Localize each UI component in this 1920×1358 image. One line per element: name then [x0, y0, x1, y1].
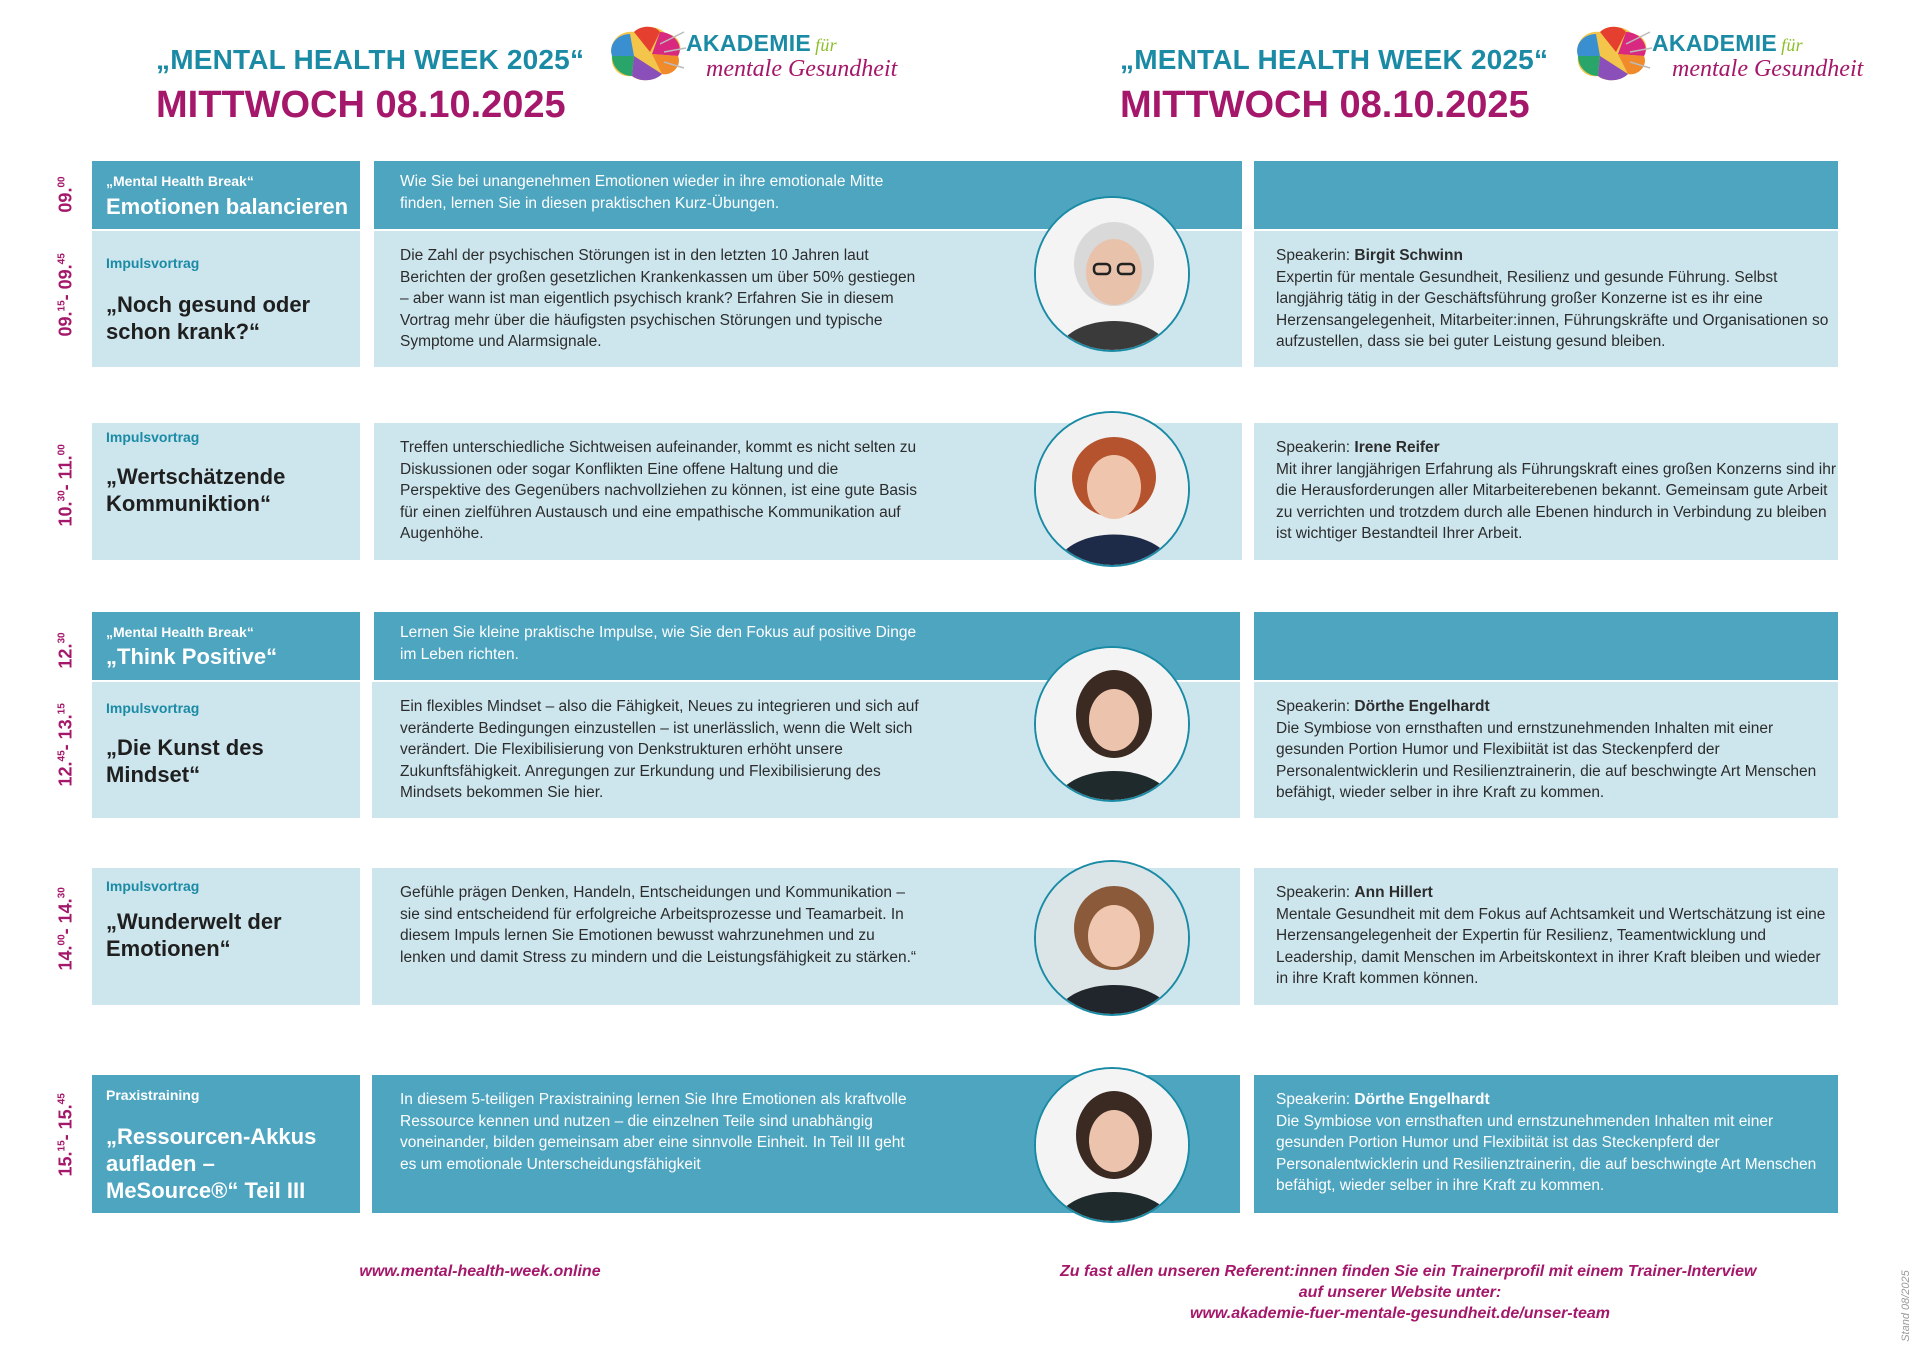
session-title: „Ressourcen-Akkus aufladen – MeSource®“ Teil III: [106, 1124, 317, 1203]
session-description: Treffen unterschiedliche Sichtweisen aufeinander, kommt es nicht selten zu Diskussionen oder sogar Konflikten Eine offene Haltung und die Perspektive des Gegenübers nachvollziehen zu können, ist eine gute Basis für einen zielführen Austausch und eine empathische Kommunikation auf Augenhöhe.: [400, 439, 917, 542]
brain-logo-icon: [1570, 22, 1652, 84]
logo-akademie-text: AKADEMIE für: [1652, 30, 1803, 56]
session-type: „Mental Health Break“: [106, 173, 254, 189]
speaker-name: Dörthe Engelhardt: [1354, 1091, 1490, 1108]
session-description: Lernen Sie kleine praktische Impulse, wie Sie den Fokus auf positive Dinge im Leben richten.: [400, 624, 917, 663]
person-portrait-icon: [1036, 198, 1190, 352]
session-type: Impulsvortrag: [106, 429, 200, 445]
event-date-right: MITTWOCH 08.10.2025: [1120, 84, 1530, 126]
logo-akademie-text: AKADEMIE für: [686, 30, 837, 56]
session-title: Emotionen balancieren: [106, 194, 349, 219]
speaker-name: Birgit Schwinn: [1354, 247, 1463, 264]
brain-logo-icon: [604, 22, 686, 84]
speaker-info: Speakerin: Dörthe Engelhardt Die Symbiose von ernsthaften und ernstzunehmenden Inhalten mit einer gesunden Portion Humor und Flexibiität ist das Steckenpferd der Personalentwicklerin und Resilienztrainerin, die auf beschwingte Art Menschen befähigt, wieder selber in ihre Kraft zu kommen.: [1276, 1091, 1817, 1194]
event-title-left: „MENTAL HEALTH WEEK 2025“: [156, 44, 585, 75]
trainer-profile-note: Zu fast allen unseren Referent:innen finden Sie ein Trainerprofil mit einem Trainer-Interview auf unserer Website unter: www.akademie-fuer-mentale-gesundheit.de/unser-team: [1060, 1263, 1757, 1322]
session-title: „Wertschätzende Kommuniktion“: [106, 464, 286, 516]
speaker-photo: [1034, 646, 1190, 802]
speaker-photo: [1034, 860, 1190, 1016]
person-portrait-icon: [1036, 648, 1190, 802]
speaker-name: Dörthe Engelhardt: [1354, 698, 1490, 715]
session-time: 12.45- 13.15: [55, 703, 76, 787]
speaker-cell-empty: [1254, 161, 1838, 229]
session-time: 15.15- 15.45: [55, 1093, 76, 1177]
session-title-cell: [92, 1075, 360, 1213]
session-type: Impulsvortrag: [106, 700, 200, 716]
session-time: 09.00: [55, 176, 76, 213]
session-title: „Wunderwelt der Emotionen“: [106, 909, 282, 961]
session-type: Praxistraining: [106, 1087, 200, 1103]
speaker-cell: [1254, 1075, 1838, 1213]
speaker-info: Speakerin: Ann Hillert Mentale Gesundheit mit dem Fokus auf Achtsamkeit und Wertschätzung ist eine Herzensangelegenheit der Expertin für Resilienz, Teamentwicklung und Leadership, damit Menschen im Arbeitskontext in ihrer Kraft bleiben und wieder in ihre Kraft kommen können.: [1276, 884, 1826, 987]
person-portrait-icon: [1036, 862, 1190, 1016]
session-type: „Mental Health Break“: [106, 624, 254, 640]
session-time: 12.30: [55, 632, 76, 669]
session-description: Gefühle prägen Denken, Handeln, Entscheidungen und Kommunikation – sie sind entscheidend für erfolgreiche Arbeitsprozesse und Teamarbeit. In diesem Impuls lernen Sie Emotionen bewusst wahrzunehmen und zu lenken und damit Stress zu mindern und die Leistungsfähigkeit zu stärken.“: [400, 884, 917, 966]
person-portrait-icon: [1036, 1069, 1190, 1223]
event-date-left: MITTWOCH 08.10.2025: [156, 84, 566, 126]
stand-date: Stand 08/2025: [1899, 1270, 1912, 1342]
session-title: „Die Kunst des Mindset“: [106, 735, 264, 787]
speaker-bio: Mit ihrer langjährigen Erfahrung als Führungskraft eines großen Konzerns sind ihr die Herausforderungen aller Mitarbeiterebenen bekannt. Gemeinsam gute Arbeit zu verrichten und trotzdem durch alle Ebenen hindurch in Verbindung zu bleiben ist wichtiger Bestandteil Ihrer Arbeit.: [1276, 460, 1837, 542]
session-title-cell: [92, 161, 360, 229]
session-description: Ein flexibles Mindset – also die Fähigkeit, Neues zu integrieren und sich auf veränderte Bedingungen einzustellen – ist unerlässlich, wenn die Welt sich verändert. Die Flexibilisierung von Denkstrukturen erhöht unsere Zukunftsfähigkeit. Anregungen zur Erkundung und Flexibilisierung des Mindsets bekommen Sie hier.: [400, 698, 919, 801]
speaker-photo: [1034, 196, 1190, 352]
session-title-cell: [92, 682, 360, 818]
session-time: 10.30- 11.00: [55, 444, 76, 527]
speaker-bio: Mentale Gesundheit mit dem Fokus auf Achtsamkeit und Wertschätzung ist eine Herzensangelegenheit der Expertin für Resilienz, Teamentwicklung und Leadership, damit Menschen im Arbeitskontext in ihrer Kraft bleiben und wieder in ihre Kraft kommen können.: [1276, 905, 1826, 987]
speaker-bio: Die Symbiose von ernsthaften und ernstzunehmenden Inhalten mit einer gesunden Portion Humor und Flexibiität ist das Steckenpferd der Personalentwicklerin und Resilienztrainerin, die auf beschwingte Art Menschen befähigt, wieder selber in ihre Kraft zu kommen.: [1276, 719, 1817, 801]
session-description: Wie Sie bei unangenehmen Emotionen wieder in ihre emotionale Mitte finden, lernen Sie in diesen praktischen Kurz-Übungen.: [400, 173, 884, 212]
session-title-cell: [92, 231, 360, 367]
session-title-cell: [92, 868, 360, 1005]
session-title-cell: [92, 423, 360, 560]
website-link[interactable]: www.mental-health-week.online: [359, 1263, 601, 1280]
akademie-logo-right: [1570, 18, 1864, 88]
speaker-bio: Expertin für mentale Gesundheit, Resilienz und gesunde Führung. Selbst langjährig tätig in der Geschäftsführung großer Konzerne ist es ihr eine Herzensangelegenheit, Mitarbeiter:innen, Führungskräfte und Organisationen so aufzustellen, dass sie bei guter Leistung gesund bleiben.: [1276, 268, 1829, 350]
session-title: „Noch gesund oder schon krank?“: [106, 292, 311, 344]
session-time: 14.00- 14.30: [55, 887, 76, 971]
logo-mentale-text: mentale Gesundheit: [706, 56, 898, 82]
speaker-cell: [1254, 231, 1838, 367]
event-title-right: „MENTAL HEALTH WEEK 2025“: [1120, 44, 1549, 75]
session-title: „Think Positive“: [106, 644, 278, 669]
session-type: Impulsvortrag: [106, 255, 200, 271]
session-title-cell: [92, 612, 360, 680]
speaker-cell: [1254, 423, 1838, 560]
speaker-info: Speakerin: Dörthe Engelhardt Die Symbiose von ernsthaften und ernstzunehmenden Inhalten mit einer gesunden Portion Humor und Flexibiität ist das Steckenpferd der Personalentwicklerin und Resilienztrainerin, die auf beschwingte Art Menschen befähigt, wieder selber in ihre Kraft zu kommen.: [1276, 698, 1817, 801]
session-description: Die Zahl der psychischen Störungen ist in den letzten 10 Jahren laut Berichten der großen gesetzlichen Krankenkassen um über 50% gestiegen – aber wann ist man eigentlich psychisch krank? Erfahren Sie in diesem Vortrag mehr über die häufigsten psychischen Störungen und typische Symptome und Alarmsignale.: [400, 247, 916, 350]
speaker-info: Speakerin: Irene Reifer Mit ihrer langjährigen Erfahrung als Führungskraft eines großen Konzerns sind ihr die Herausforderungen aller Mitarbeiterebenen bekannt. Gemeinsam gute Arbeit zu verrichten und trotzdem durch alle Ebenen hindurch in Verbindung zu bleiben ist wichtiger Bestandteil Ihrer Arbeit.: [1276, 439, 1837, 542]
speaker-photo: [1034, 411, 1190, 567]
person-portrait-icon: [1036, 413, 1190, 567]
logo-mentale-text: mentale Gesundheit: [1672, 56, 1864, 82]
speaker-name: Irene Reifer: [1354, 439, 1440, 456]
session-time: 09.15- 09.45: [55, 253, 76, 337]
speaker-cell-empty: [1254, 612, 1838, 680]
speaker-bio: Die Symbiose von ernsthaften und ernstzunehmenden Inhalten mit einer gesunden Portion Humor und Flexibiität ist das Steckenpferd der Personalentwicklerin und Resilienztrainerin, die auf beschwingte Art Menschen befähigt, wieder selber in ihre Kraft zu kommen.: [1276, 1112, 1817, 1194]
session-type: Impulsvortrag: [106, 878, 200, 894]
speaker-cell: [1254, 682, 1838, 818]
session-description: In diesem 5-teiligen Praxistraining lernen Sie Ihre Emotionen als kraftvolle Ressource kennen und nutzen – die einzelnen Teile sind unabhängig voneinander, bilden gemeinsam aber eine sinnvolle Einheit. In Teil III geht es um emotionale Unterscheidungsfähigkeit: [400, 1091, 907, 1173]
speaker-info: Speakerin: Birgit Schwinn Expertin für mentale Gesundheit, Resilienz und gesunde Führung. Selbst langjährig tätig in der Geschäftsführung großer Konzerne ist es ihr eine Herzensangelegenheit, Mitarbeiter:innen, Führungskräfte und Organisationen so aufzustellen, dass sie bei guter Leistung gesund bleiben.: [1276, 247, 1829, 350]
speaker-photo: [1034, 1067, 1190, 1223]
akademie-logo-left: [604, 18, 898, 88]
speaker-name: Ann Hillert: [1354, 884, 1433, 901]
team-website-link[interactable]: www.akademie-fuer-mentale-gesundheit.de/unser-team: [1190, 1305, 1610, 1322]
speaker-cell: [1254, 868, 1838, 1005]
